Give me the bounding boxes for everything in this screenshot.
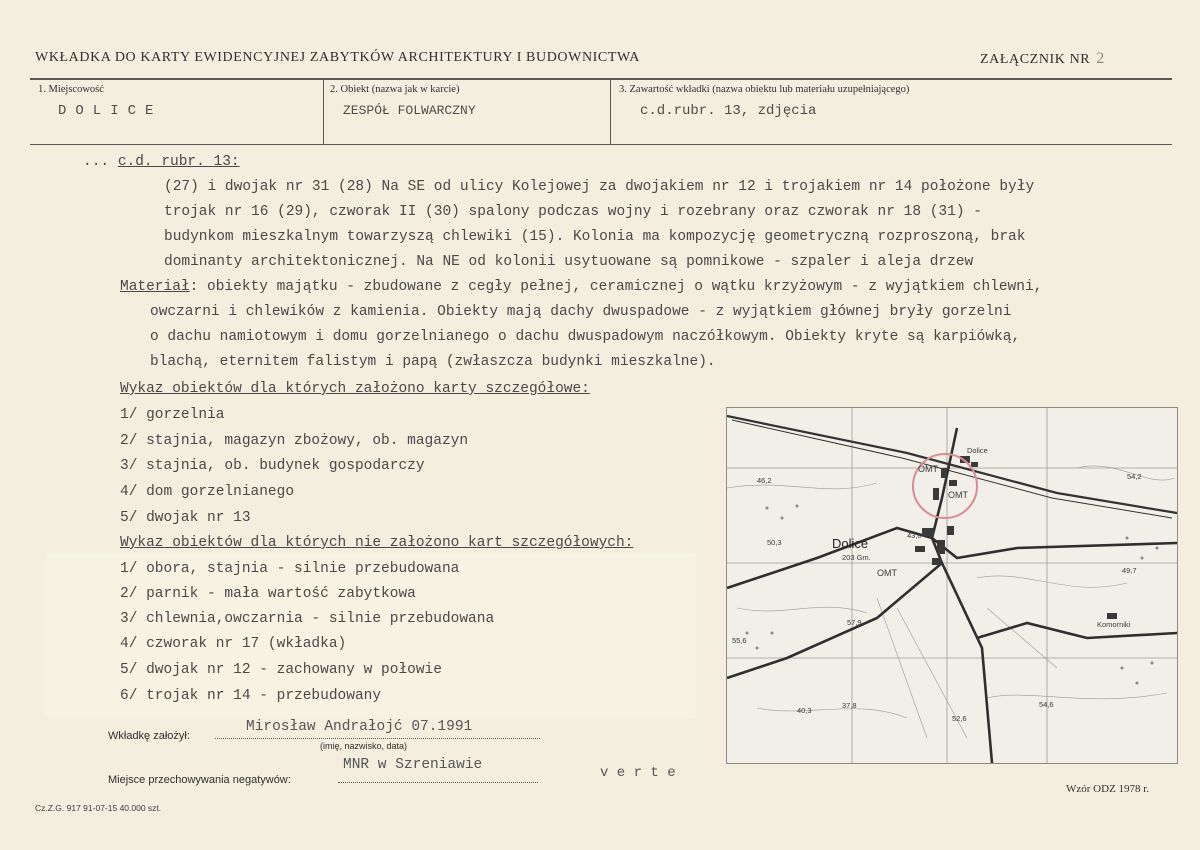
field-2-label: 2. Obiekt (nazwa jak w karcie) xyxy=(330,84,460,95)
map-elevation: 54,6 xyxy=(1039,700,1054,709)
attachment-label xyxy=(980,50,1105,68)
field-3-label: 3. Zawartość wkładki (nazwa obiektu lub materiału uzupełniającego) xyxy=(619,84,910,95)
map-elevation: 57,9 xyxy=(847,618,862,627)
list-item: 6/ trojak nr 14 - przebudowany xyxy=(120,688,382,704)
field-divider-1 xyxy=(323,80,324,144)
list-item: 3/ stajnia, ob. budynek gospodarczy xyxy=(120,458,425,474)
material-line: blachą, eternitem falistym i papą (zwłaszcza budynki mieszkalne). xyxy=(150,354,716,370)
material-line xyxy=(120,279,1042,295)
map-drawing xyxy=(727,408,1177,763)
map-label-komorniki: Komorniki xyxy=(1097,620,1131,629)
map-elevation: 46,2 xyxy=(757,476,772,485)
field-2-value: ZESPÓŁ FOLWARCZNY xyxy=(343,103,476,118)
map-elevation: 49,7 xyxy=(1122,566,1137,575)
list-item: 1/ gorzelnia xyxy=(120,407,225,423)
roads xyxy=(727,428,1177,763)
location-map xyxy=(726,407,1178,764)
paragraph-line: trojak nr 16 (29), czworak II (30) spalony podczas wojny i rozebrany oraz czworak nr 18 (31) - xyxy=(164,204,982,220)
fields-rule xyxy=(30,144,1172,145)
list-item: 4/ czworak nr 17 (wkładka) xyxy=(120,636,347,652)
map-label-omt: OMT xyxy=(877,568,897,578)
founder-sub: (imię, nazwisko, data) xyxy=(320,741,408,751)
field-1-value: DOLICE xyxy=(58,103,163,119)
form-code: Wzór ODZ 1978 r. xyxy=(1066,783,1150,795)
list-item: 5/ dwojak nr 12 - zachowany w połowie xyxy=(120,662,442,678)
material-line: owczarni i chlewików z kamienia. Obiekty mają dachy dwuspadowe - z wyjątkiem głównej bryły gorzelni xyxy=(150,304,1012,320)
map-elevation: 40,3 xyxy=(797,706,812,715)
map-elevation: 37,8 xyxy=(842,701,857,710)
list-item: 5/ dwojak nr 13 xyxy=(120,510,251,526)
list-item: 4/ dom gorzelnianego xyxy=(120,484,295,500)
list-item: 3/ chlewnia,owczarnia - silnie przebudowana xyxy=(120,611,495,627)
field-1-label: 1. Miejscowość xyxy=(38,84,104,95)
field-3-value: c.d.rubr. 13, zdjęcia xyxy=(640,103,817,119)
material-line: o dachu namiotowym i domu gorzelnianego o dachu dwuspadowym naczółkowym. Obiekty kryte są karpiówką, xyxy=(150,329,1021,345)
form-title: WKŁADKA DO KARTY EWIDENCYJNEJ ZABYTKÓW ARCHITEKTURY I BUDOWNICTWA xyxy=(35,50,640,65)
list-2-heading: Wykaz obiektów dla których nie założono kart szczegółowych: xyxy=(120,535,634,551)
paragraph-line: dominanty architektonicznej. Na NE od kolonii usytuowane są pomnikowe - szpaler i aleja drzew xyxy=(164,254,974,270)
material-label: Materiał xyxy=(120,279,190,295)
continuation-title: c.d. rubr. 13: xyxy=(117,154,240,170)
paragraph-line: (27) i dwojak nr 31 (28) Na SE od ulicy Kolejowej za dwojakiem nr 12 i trojakiem nr 14 położone były xyxy=(164,179,1035,195)
map-elevation: 52,6 xyxy=(952,714,967,723)
map-label-town: Dolice xyxy=(832,536,869,551)
map-label-omt: OMT xyxy=(918,464,938,474)
list-item: 1/ obora, stajnia - silnie przebudowana xyxy=(120,561,460,577)
map-elevation: 50,3 xyxy=(767,538,782,547)
map-elevation: 55,6 xyxy=(732,636,747,645)
continuation-heading xyxy=(83,154,240,170)
founder-value: Mirosław Andrałojć 07.1991 xyxy=(246,719,473,735)
material-text: : obiekty majątku - zbudowane z cegły pełnej, ceramicznej o wątku krzyżowym - z wyjątkiem chlewni, xyxy=(189,279,1043,295)
field-divider-2 xyxy=(610,80,611,144)
map-elevation: 43,0 xyxy=(907,531,922,540)
attachment-number: 2 xyxy=(1096,50,1105,67)
storage-dotline xyxy=(338,782,538,783)
map-label-dolice-north: Dolice xyxy=(967,446,988,455)
paragraph-line: budynkom mieszkalnym towarzyszą chlewiki (15). Kolonia ma kompozycję geometryczną rozproszoną, brak xyxy=(164,229,1026,245)
list-item: 2/ stajnia, magazyn zbożowy, ob. magazyn xyxy=(120,433,469,449)
storage-value: MNR w Szreniawie xyxy=(343,757,483,773)
founder-dotline xyxy=(215,738,540,739)
map-elevation: 54,2 xyxy=(1127,472,1142,481)
storage-label: Miejsce przechowywania negatywów: xyxy=(108,774,291,786)
map-label-omt: OMT xyxy=(948,490,968,500)
founder-label: Wkładkę założył: xyxy=(108,730,190,742)
header-rule xyxy=(30,78,1172,80)
continuation-prefix: ... xyxy=(83,154,110,170)
map-label-town-sub: 203 Gm. xyxy=(842,553,871,562)
print-code: Cz.Z.G. 917 91-07-15 40.000 szt. xyxy=(35,803,162,813)
list-item: 2/ parnik - mała wartość zabytkowa xyxy=(120,586,416,602)
verte-label: v e r t e xyxy=(600,765,676,781)
attachment-label-text: ZAŁĄCZNIK NR xyxy=(980,52,1091,67)
list-1-heading: Wykaz obiektów dla których założono karty szczegółowe: xyxy=(120,381,590,397)
